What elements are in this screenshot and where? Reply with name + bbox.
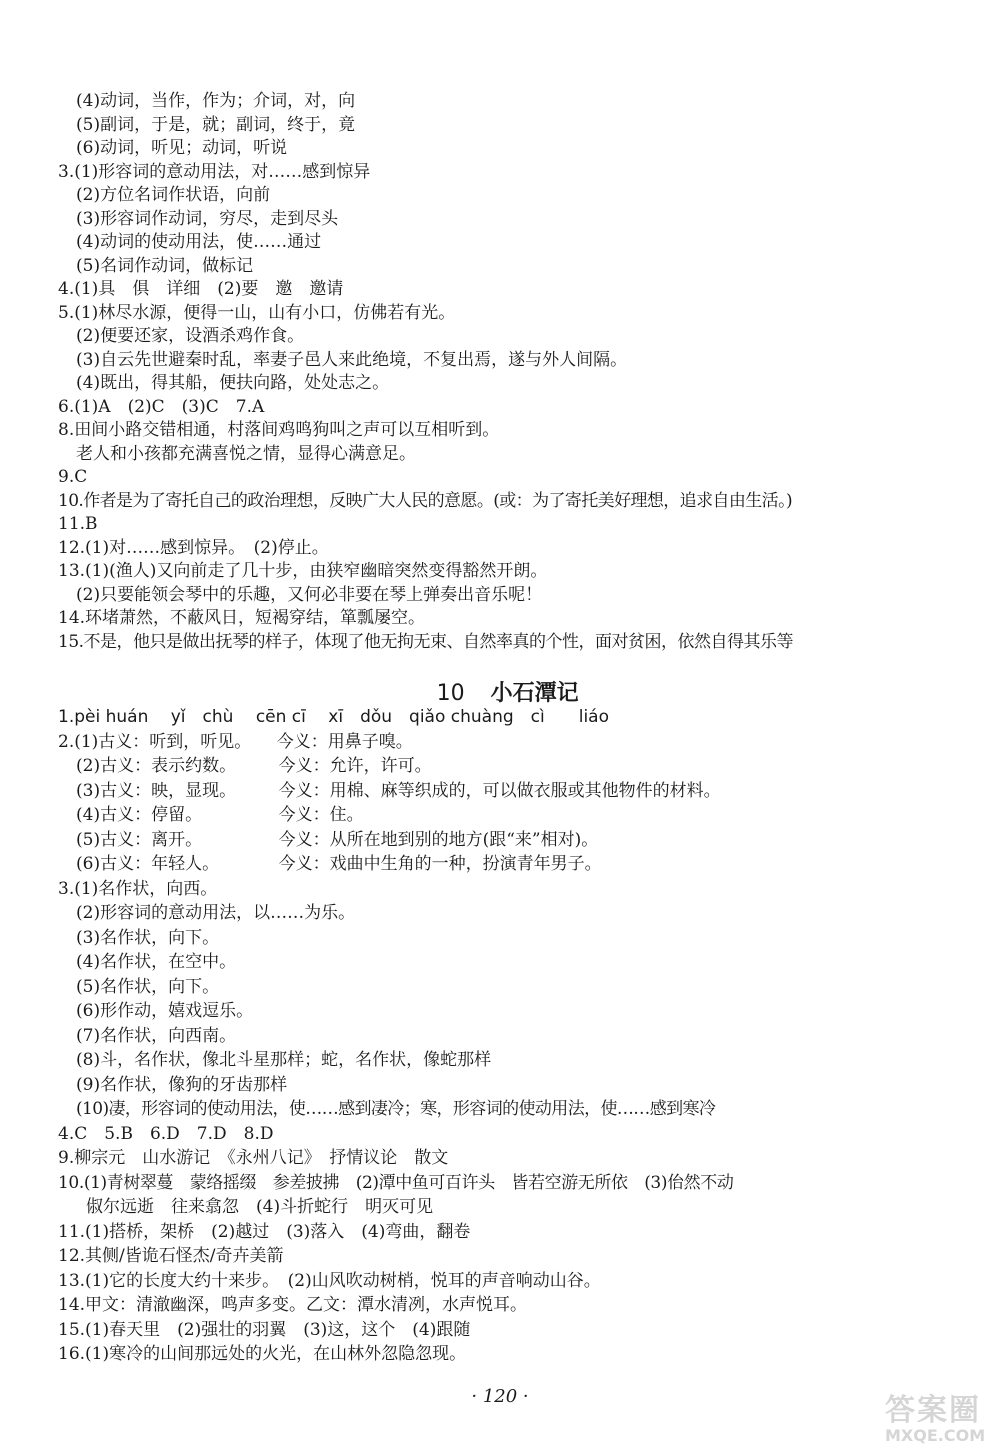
answer-line: 16.(1)寒冷的山间那远处的火光，在山林外忽隐忽现。	[58, 1344, 467, 1364]
answer-line: 10.作者是为了寄托自己的政治理想，反映广大人民的意愿。(或：为了寄托美好理想，追求自由生活。)	[58, 490, 792, 511]
answer-line: (6)形作动，嬉戏逗乐。	[76, 1001, 254, 1021]
answer-line: 11.B	[58, 514, 98, 534]
answer-line: (2)只要能领会琴中的乐趣，又何必非要在琴上弹奏出音乐呢！	[76, 584, 543, 605]
answer-line: (2)方位名词作状语，向前	[76, 185, 271, 205]
answer-line: (3)自云先世避秦时乱，率妻子邑人来此绝境，不复出焉，遂与外人间隔。	[76, 349, 628, 370]
answer-line: 13.(1)(渔人)又向前走了几十步，由狭窄幽暗突然变得豁然开朗。	[58, 561, 548, 581]
answer-line: 12.(1)对……感到惊异。 (2)停止。	[58, 537, 329, 558]
answer-line: 14.环堵萧然，不蔽风日，短褐穿结，箪瓢屡空。	[58, 608, 426, 628]
answer-line: 4.C 5.B 6.D 7.D 8.D	[58, 1123, 274, 1144]
section-title-number: 10	[436, 681, 465, 706]
answer-line: (2)便要还家，设酒杀鸡作食。	[76, 326, 305, 346]
answer-line: 10.(1)青树翠蔓 蒙络摇缀 参差披拂 (2)潭中鱼可百许头 皆若空游无所依 (3)佁然不动	[58, 1172, 734, 1193]
answer-line: (5)名词作动词，做标记	[76, 255, 254, 276]
answer-line: 11.(1)搭桥，架桥 (2)越过 (3)落入 (4)弯曲，翻卷	[58, 1221, 471, 1242]
answer-line: 13.(1)它的长度大约十来步。 (2)山风吹动树梢，悦耳的声音响动山谷。	[58, 1270, 601, 1291]
answer-line: (4)动词的使动用法，使……通过	[76, 232, 322, 252]
answer-line: 俶尔远逝 往来翕忽 (4)斗折蛇行 明灭可见	[86, 1197, 434, 1217]
watermark-logo	[885, 1395, 995, 1450]
answer-line: 3.(1)名作状，向西。	[58, 878, 218, 899]
answer-line: (2)古义：表示约数。 今义：允许，许可。	[76, 756, 432, 776]
answer-line: 老人和小孩都充满喜悦之情，显得心满意足。	[76, 443, 416, 464]
answer-line: (4)动词，当作，作为；介词，对，向	[76, 91, 356, 111]
answer-line: 6.(1)A (2)C (3)C 7.A	[58, 396, 265, 417]
answer-line: 15.(1)春天里 (2)强壮的羽翼 (3)这，这个 (4)跟随	[58, 1319, 471, 1340]
answer-line: (7)名作状，向西南。	[76, 1025, 237, 1046]
answer-line: (3)形容词作动词，穷尽，走到尽头	[76, 208, 339, 229]
answer-line: (5)副词，于是，就；副词，终于，竟	[76, 114, 356, 135]
answer-line: 3.(1)形容词的意动用法，对……感到惊异	[58, 161, 371, 182]
answer-line: 4.(1)具 俱 详细 (2)要 邀 邀请	[58, 279, 344, 299]
page-number: · 120 ·	[471, 1386, 529, 1407]
answer-line: (6)动词，听见；动词，听说	[76, 138, 288, 158]
answer-line: (9)名作状，像狗的牙齿那样	[76, 1074, 288, 1095]
answer-line: 1.pèi huán yǐ chù cēn cī xī dǒu qiǎo chuàng cì liáo	[58, 707, 609, 727]
answer-line: 8.田间小路交错相通，村落间鸡鸣狗叫之声可以互相听到。	[58, 420, 500, 440]
answer-line: 5.(1)林尽水源，便得一山，山有小口，仿佛若有光。	[58, 302, 456, 323]
answer-line: (10)凄，形容词的使动用法，使……感到凄冷；寒，形容词的使动用法，使……感到寒冷	[76, 1099, 716, 1119]
watermark-text: 答案圈	[885, 1393, 981, 1428]
answer-line: 14.甲文：清澈幽深，鸣声多变。乙文：潭水清冽，水声悦耳。	[58, 1295, 528, 1315]
answer-line: (3)古义：映，显现。 今义：用棉、麻等织成的，可以做衣服或其他物件的材料。	[76, 780, 721, 801]
answer-line: (5)古义：离开。 今义：从所在地到别的地方(跟“来”相对)。	[76, 829, 599, 850]
watermark-url: MXQE.COM	[885, 1426, 986, 1445]
section-title-text: 小石潭记	[490, 681, 579, 706]
answer-line: 9.C	[58, 467, 88, 487]
answer-line: (3)名作状，向下。	[76, 927, 220, 948]
answer-line: 12.其侧/皆诡石怪杰/奇卉美箭	[58, 1246, 284, 1266]
answer-line: 15.不是，他只是做出抚琴的样子，体现了他无拘无束、自然率真的个性，面对贫困，依然自得其乐等	[58, 631, 794, 652]
answer-line: (4)名作状，在空中。	[76, 952, 237, 972]
answer-line: 9.柳宗元 山水游记 《永州八记》 抒情议论 散文	[58, 1148, 449, 1168]
answer-line: (2)形容词的意动用法，以……为乐。	[76, 903, 356, 923]
answer-line: (4)古义：停留。 今义：住。	[76, 805, 364, 825]
answer-line: (5)名作状，向下。	[76, 976, 220, 997]
answer-line: (6)古义：年轻人。 今义：戏曲中生角的一种，扮演青年男子。	[76, 854, 602, 874]
answer-line: 2.(1)古义：听到，听见。 今义：用鼻子嗅。	[58, 731, 413, 752]
answer-line: (4)既出，得其船，便扶向路，处处志之。	[76, 373, 390, 393]
answer-line: (8)斗，名作状，像北斗星那样；蛇，名作状，像蛇那样	[76, 1050, 492, 1070]
section-title	[0, 652, 1000, 708]
